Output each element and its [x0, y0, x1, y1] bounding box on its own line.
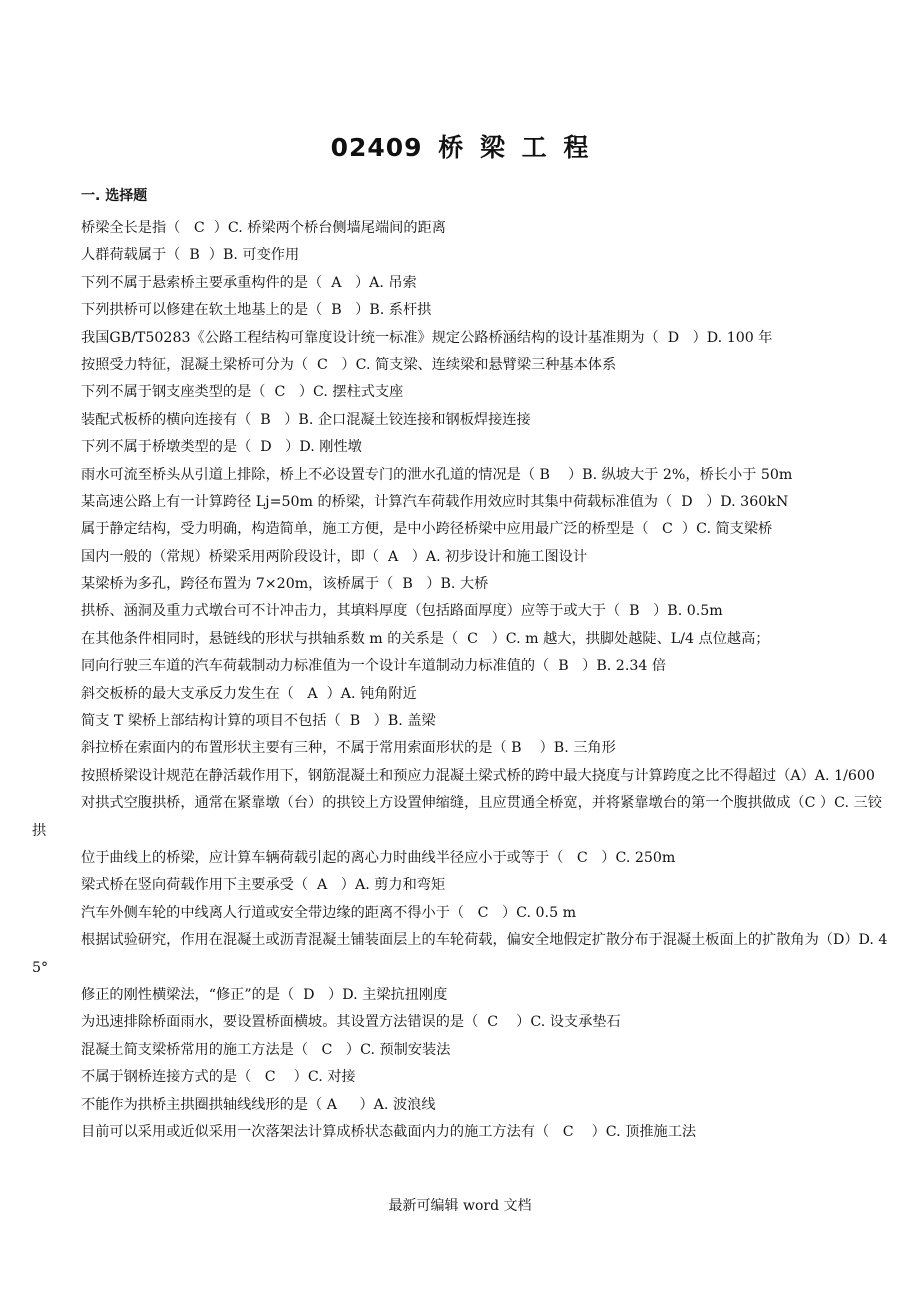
question-item: 桥梁全长是指（ C ）C. 桥梁两个桥台侧墙尾端间的距离	[81, 220, 446, 236]
question-item: 国内一般的（常规）桥梁采用两阶段设计，即（ A ）A. 初步设计和施工图设计	[81, 548, 588, 565]
question-list	[0, 215, 920, 1146]
question-item: 不属于钢桥连接方式的是（ C ）C. 对接	[81, 1069, 356, 1086]
question-item: 不能作为拱桥主拱圈拱轴线线形的是（ A ）A. 波浪线	[81, 1096, 436, 1113]
question-item: 某高速公路上有一计算跨径 Lj=50m 的桥梁，计算汽车荷载作用效应时其集中荷载标准值为（ D ）D. 360kN	[81, 493, 789, 510]
question-item: 拱桥、涵洞及重力式墩台可不计冲击力，其填料厚度（包括路面厚度）应等于或大于（ B ）B. 0.5m	[81, 603, 723, 620]
question-item: 人群荷载属于（ B ）B. 可变作用	[81, 247, 300, 264]
section-heading: 一. 选择题	[81, 188, 148, 204]
question-item: 某梁桥为多孔，跨径布置为 7×20m，该桥属于（ B ）B. 大桥	[81, 576, 489, 593]
question-item: 根据试验研究，作用在混凝土或沥青混凝土铺装面层上的车轮荷载，偏安全地假定扩散分布于混凝土板面上的扩散角为（D）D. 45°	[32, 932, 888, 976]
question-item: 汽车外侧车轮的中线离人行道或安全带边缘的距离不得小于（ C ）C. 0.5 m	[81, 904, 577, 921]
question-item: 梁式桥在竖向荷载作用下主要承受（ A ）A. 剪力和弯矩	[81, 877, 446, 894]
question-item: 同向行驶三车道的汽车荷载制动力标准值为一个设计车道制动力标准值的（ B ）B. 2.34 倍	[81, 658, 667, 675]
question-item: 按照桥梁设计规范在静活载作用下，钢筋混凝土和预应力混凝土梁式桥的跨中最大挠度与计算跨度之比不得超过（A）A. 1/600	[81, 767, 875, 784]
question-item: 按照受力特征，混凝土梁桥可分为（ C ）C. 简支梁、连续梁和悬臂梁三种基本体系	[81, 356, 617, 373]
question-item: 装配式板桥的横向连接有（ B ）B. 企口混凝土铰连接和钢板焊接连接	[81, 411, 531, 428]
document-title: 02409 桥 梁 工 程	[330, 133, 590, 162]
question-item: 目前可以采用或近似采用一次落架法计算成桥状态截面内力的施工方法有（ C ）C. 顶推施工法	[81, 1123, 697, 1140]
question-item: 对拱式空腹拱桥，通常在紧靠墩（台）的拱铰上方设置伸缩缝，且应贯通全桥宽，并将紧靠墩台的第一个腹拱做成（C ）C. 三铰拱	[32, 795, 882, 839]
question-item: 雨水可流至桥头从引道上排除，桥上不必设置专门的泄水孔道的情况是（ B ）B. 纵坡大于 2%，桥长小于 50m	[81, 466, 793, 483]
question-item: 为迅速排除桥面雨水，要设置桥面横坡。其设置方法错误的是（ C ）C. 设支承垫石	[81, 1014, 621, 1031]
question-item: 下列不属于桥墩类型的是（ D ）D. 刚性墩	[81, 439, 362, 456]
question-item: 斜交板桥的最大支承反力发生在（ A ）A. 钝角附近	[81, 685, 417, 702]
page-footer: 最新可编辑 word 文档	[388, 1198, 532, 1214]
question-item: 在其他条件相同时，悬链线的形状与拱轴系数 m 的关系是（ C ）C. m 越大，拱脚处越陡、L/4 点位越高；	[81, 630, 770, 647]
question-item: 下列拱桥可以修建在软土地基上的是（ B ）B. 系杆拱	[81, 302, 432, 319]
question-item: 下列不属于悬索桥主要承重构件的是（ A ）A. 吊索	[81, 274, 417, 291]
question-item: 位于曲线上的桥梁，应计算车辆荷载引起的离心力时曲线半径应小于或等于（ C ）C. 250m	[81, 850, 676, 867]
question-item: 斜拉桥在索面内的布置形状主要有三种，不属于常用索面形状的是（ B ）B. 三角形	[81, 740, 616, 757]
question-item: 下列不属于钢支座类型的是（ C ）C. 摆柱式支座	[81, 384, 404, 401]
question-item: 属于静定结构，受力明确，构造简单，施工方便，是中小跨径桥梁中应用最广泛的桥型是（ C ）C. 简支梁桥	[81, 521, 773, 538]
question-item: 我国GB/T50283《公路工程结构可靠度设计统一标准》规定公路桥涵结构的设计基准期为（ D ）D. 100 年	[81, 329, 773, 346]
question-item: 修正的刚性横梁法，“修正”的是（ D ）D. 主梁抗扭刚度	[81, 987, 448, 1004]
question-item: 简支 T 梁桥上部结构计算的项目不包括（ B ）B. 盖梁	[81, 713, 436, 730]
question-item: 混凝土简支梁桥常用的施工方法是（ C ）C. 预制安装法	[81, 1041, 451, 1058]
